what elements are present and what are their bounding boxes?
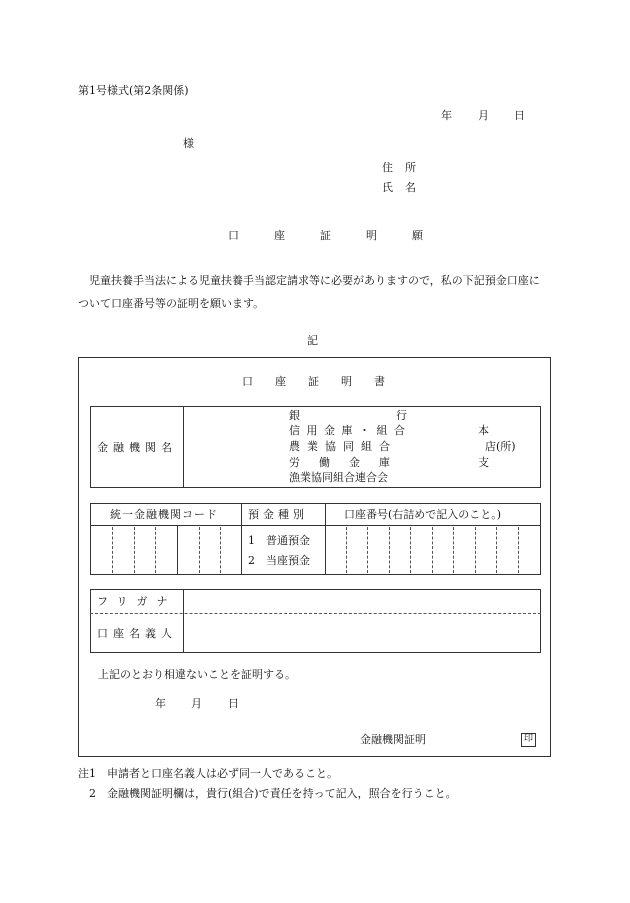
address-label: 住所 bbox=[382, 161, 428, 174]
code-header: 統一金融機関コード bbox=[110, 508, 218, 521]
account-digit-separator bbox=[496, 527, 497, 573]
seal-mark-icon: 印 bbox=[521, 733, 536, 747]
date-year-label: 年 bbox=[441, 109, 452, 122]
code-digit-separator bbox=[199, 527, 200, 573]
account-table-divider-2 bbox=[325, 503, 326, 575]
furigana-label: フリガナ bbox=[97, 595, 177, 608]
institution-divider bbox=[183, 406, 184, 488]
code-branch-divider bbox=[177, 525, 178, 575]
institution-type-gyoren: 漁業協同組合連合会 bbox=[289, 471, 388, 484]
name-label: 氏名 bbox=[382, 181, 428, 194]
branch-type-shi: 支 bbox=[478, 456, 489, 469]
account-digit-separator bbox=[432, 527, 433, 573]
note-2: 2 金融機関証明欄は，貴行(組合)で責任を持って記入，照合を行うこと。 bbox=[89, 787, 457, 800]
proof-label: 金融機関証明 bbox=[360, 733, 426, 746]
account-digit-separator bbox=[475, 527, 476, 573]
request-text: 児童扶養手当法による児童扶養手当認定請求等に必要がありますので，私の下記預金口座について口座番号等の証明を願います。 bbox=[78, 274, 540, 310]
institution-label: 金融機関名 bbox=[97, 441, 177, 454]
code-digit-separator bbox=[134, 527, 135, 573]
account-digit-separator bbox=[346, 527, 347, 573]
deposit-type-header: 預金種別 bbox=[248, 508, 308, 521]
account-header: 口座番号(右詰めで記入のこと。) bbox=[344, 508, 502, 521]
code-digit-separator bbox=[220, 527, 221, 573]
document-title: 口座証明願 bbox=[228, 229, 458, 242]
certify-text: 上記のとおり相違ないことを証明する。 bbox=[98, 668, 296, 681]
account-digit-separator bbox=[389, 527, 390, 573]
institution-type-shinkin: 信用金庫・組合 bbox=[289, 424, 407, 437]
addressee-suffix: 様 bbox=[183, 137, 194, 150]
ki-label: 記 bbox=[307, 334, 318, 347]
code-digit-separator bbox=[112, 527, 113, 573]
deposit-option-ordinary: 1 普通預金 bbox=[248, 534, 310, 547]
holder-table-divider bbox=[183, 589, 184, 653]
account-digit-separator bbox=[410, 527, 411, 573]
certificate-date-day: 日 bbox=[228, 697, 239, 710]
deposit-option-current: 2 当座預金 bbox=[248, 554, 310, 567]
date-day-label: 日 bbox=[514, 109, 525, 122]
note-1: 注1 申請者と口座名義人は必ず同一人であること。 bbox=[78, 767, 338, 780]
branch-type-ten: 店(所) bbox=[485, 440, 516, 453]
form-number: 第1号様式(第2条関係) bbox=[78, 84, 189, 97]
account-table-header-line bbox=[90, 525, 541, 526]
institution-type-rokin: 労働金庫 bbox=[289, 456, 409, 469]
holder-label: 口座名義人 bbox=[97, 627, 177, 640]
certificate-title: 口座証明書 bbox=[242, 375, 407, 388]
certificate-date-year: 年 bbox=[155, 697, 166, 710]
certificate-date-month: 月 bbox=[191, 697, 202, 710]
furigana-separator bbox=[90, 613, 541, 614]
branch-type-hon: 本 bbox=[478, 424, 489, 437]
account-table-divider-1 bbox=[241, 503, 242, 575]
institution-type-nokyo: 農業協同組合 bbox=[289, 440, 397, 453]
code-digit-separator bbox=[155, 527, 156, 573]
institution-type-bank: 銀行 bbox=[289, 409, 407, 422]
date-month-label: 月 bbox=[478, 109, 489, 122]
account-digit-separator bbox=[453, 527, 454, 573]
account-digit-separator bbox=[367, 527, 368, 573]
account-digit-separator bbox=[518, 527, 519, 573]
